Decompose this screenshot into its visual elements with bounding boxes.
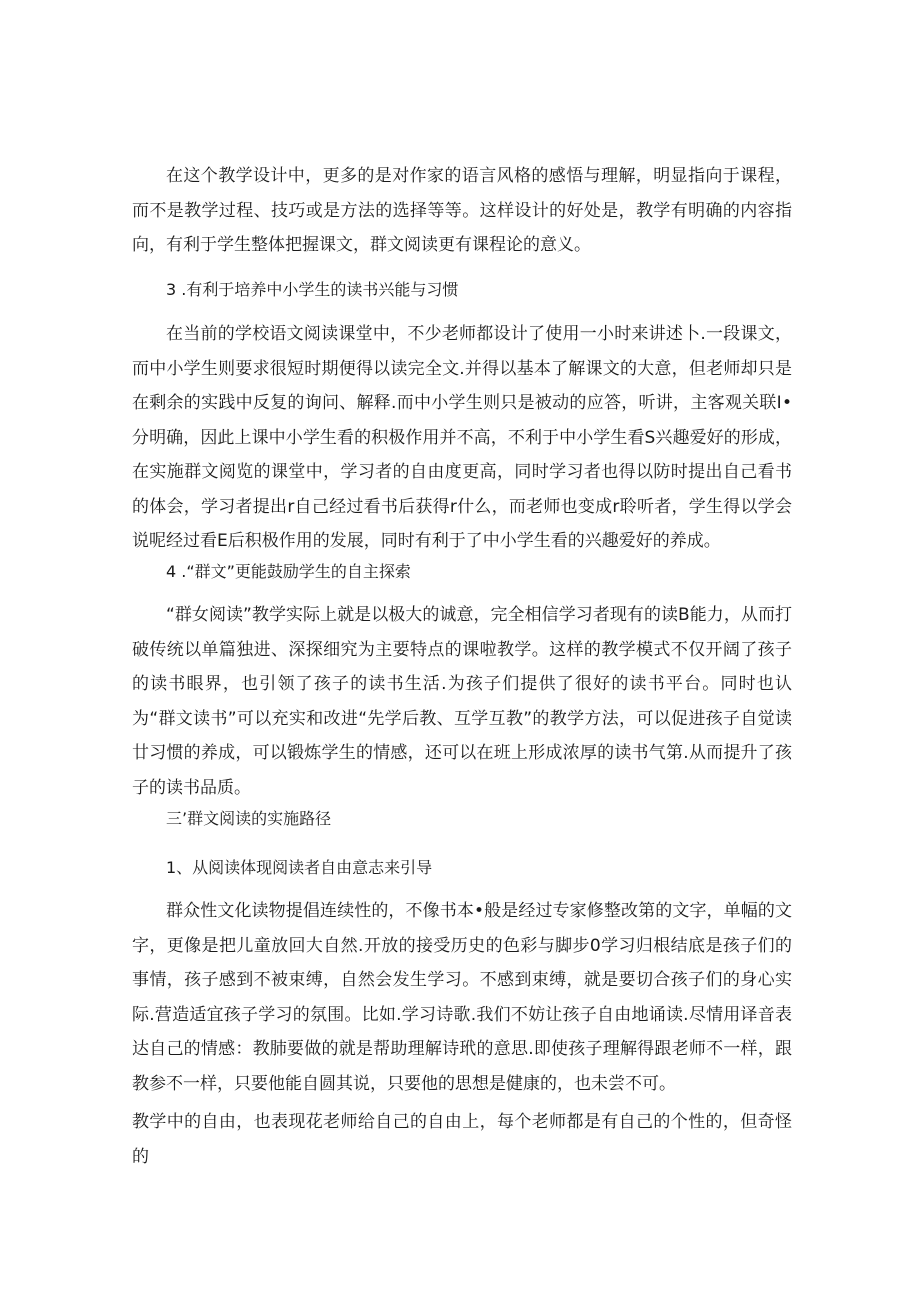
heading-section-4: 4 .“群文”更能鼓励学生的自主探索 xyxy=(166,562,411,581)
paragraph-current-classroom: 在当前的学校语文阅读课堂中，不少老师都设计了使用一小时来讲述卜.一段课文，而中小学生则要求很短时期便得以读完全文.并得以基本了解课文的大意，但老师却只是在剩余的实践中反复的询问、解释.而中小学生则只是被动的应答，听讲，主客观关联Ⅰ•分明确，因此上课中小学生看的积极作用并不高，不利于中小学生看S兴趣爱好的形成，在实施群文阅览的课堂中，学习者的自由度更高，同时学习者也得以防时提出自己看书的体会，学习者提出r自己经过看书后获得r什么，而老师也变成r聆听者，学生得以学会说呢经过看E后积极作用的发展，同时有利于了中小学生看的兴趣爱好的养成。 xyxy=(132,324,792,551)
heading-subsection-1: 1、从阅读体现阅读者自由意志来引导 xyxy=(166,858,433,877)
paragraph-teacher-freedom: 教学中的自由，也表现花老师给自己的自由上，每个老师都是有自己的个性的，但奇怪的 xyxy=(132,1112,792,1167)
heading-part-three: 三’群文阅读的实施路径 xyxy=(166,809,332,828)
paragraph-teaching-design: 在这个教学设计中，更多的是对作家的语言风格的感悟与理解，明显指向于课程，而不是教学过程、技巧或是方法的选择等等。这样设计的好处是，教学有明确的内容指向，有利于学生整体把握课文，群文阅读更有课程论的意义。 xyxy=(132,166,792,255)
paragraph-public-reading: 群众性文化读物提倡连续性的，不像书本•般是经过专家修整改第的文字，单幅的文字，更像是把儿童放回大自然.开放的接受历史的色彩与脚步0学习归根结底是孩子们的事情，孩子感到不被束缚，自然会发生学习。不感到束缚，就是要切合孩子们的身心实际.营造适宜孩子学习的氛围。比如.学习诗歌.我们不妨让孩子自由地诵读.尽情用译音表达自己的情感：教肺要做的就是帮助理解诗玳的意思.即使孩子理解得跟老师不一样，跟教参不一样，只要他能自圆其说，只要他的思想是健康的，也未尝不可。 xyxy=(132,901,792,1094)
paragraph-group-reading: “群女阅读”教学实际上就是以极大的诚意，完全相信学习者现有的读B能力，从而打破传统以单篇独进、深探细究为主要特点的课啦教学。这样的教学模式不仅开阔了孩子的读书眼界，也引领了孩子的读书生活.为孩子们提供了很好的读书平台。同时也认为“群文读书”可以充实和改进“先学后教、互学互教”的教学方法，可以促进孩子自觉读廿习惯的养成，可以锻炼学生的情感，还可以在班上形成浓厚的读书气第.从而提升了孩子的读书品质。 xyxy=(132,605,792,798)
heading-section-3: 3 .有利于培养中小学生的读书兴能与习惯 xyxy=(166,280,459,299)
